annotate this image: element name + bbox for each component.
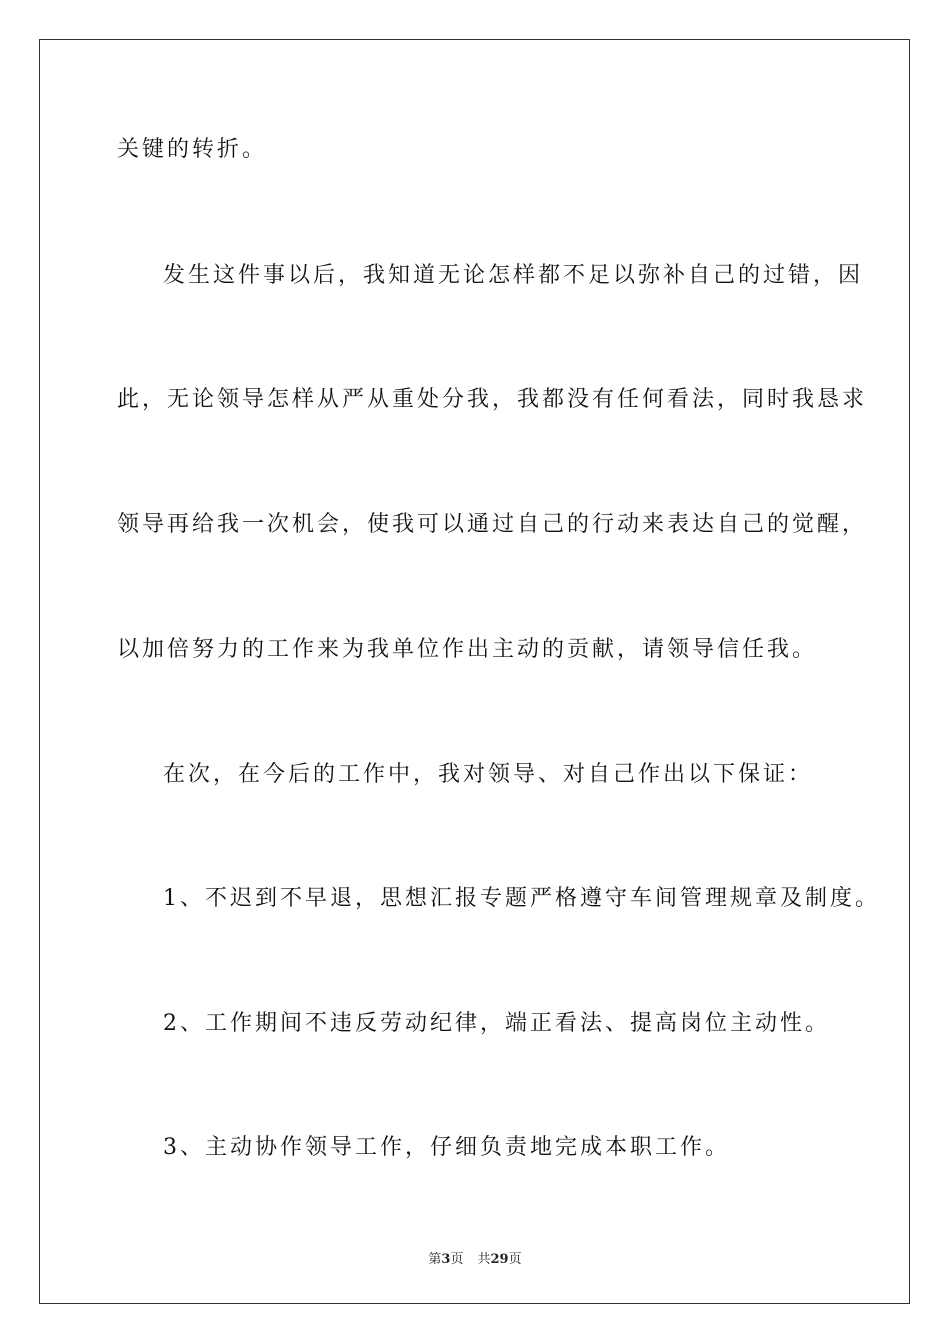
- list-item-3: 3、主动协作领导工作，仔细负责地完成本职工作。: [163, 1135, 730, 1160]
- text-line-3: 此，无论领导怎样从严从重处分我，我都没有任何看法，同时我恳求: [117, 387, 868, 412]
- text-line-1: 关键的转折。: [117, 137, 268, 162]
- list-item-1: 1、不迟到不早退，思想汇报专题严格遵守车间管理规章及制度。: [163, 886, 880, 911]
- total-suffix: 页: [508, 1252, 522, 1267]
- text-line-5: 以加倍努力的工作来为我单位作出主动的贡献，请领导信任我。: [117, 637, 818, 662]
- list-item-2: 2、工作期间不违反劳动纪律，端正看法、提高岗位主动性。: [163, 1011, 830, 1036]
- text-line-4: 领导再给我一次机会，使我可以通过自己的行动来表达自己的觉醒，: [117, 512, 868, 537]
- total-prefix: 共: [477, 1252, 491, 1267]
- text-line-6: 在次，在今后的工作中，我对领导、对自己作出以下保证：: [163, 762, 814, 787]
- page-prefix: 第: [428, 1252, 442, 1267]
- page-footer: [0, 1248, 950, 1267]
- text-line-2: 发生这件事以后，我知道无论怎样都不足以弥补自己的过错，因: [163, 263, 864, 288]
- page-border: [39, 39, 910, 1304]
- total-pages: 29: [490, 1252, 509, 1267]
- page-number: 3: [441, 1252, 451, 1267]
- page-suffix: 页: [450, 1252, 464, 1267]
